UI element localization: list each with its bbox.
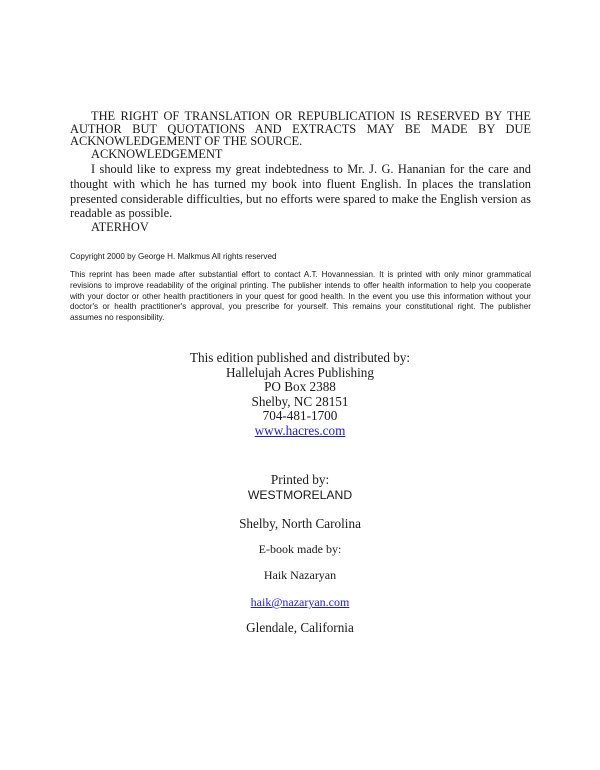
ebook-author: Haik Nazaryan: [263, 568, 337, 582]
publisher-info: [0, 351, 600, 439]
publisher-name: Hallelujah Acres Publishing: [226, 364, 374, 380]
ebook-intro: E-book made by:: [258, 542, 342, 556]
printer-city: Shelby, North Carolina: [239, 516, 361, 531]
printer-intro: Printed by:: [270, 472, 330, 487]
acknowledgement-text: I should like to express my great indebtedness to Mr. J. G. Hananian for the care and thought with which he has turned my book into fluent English. In places the translation presented considerable difficulties, but no efforts were spared to make the English version as readable as possible.: [70, 162, 531, 221]
ebook-email-link[interactable]: haik@nazaryan.com: [250, 595, 350, 609]
ebook-email-container: [0, 595, 600, 610]
publisher-phone: 704-481-1700: [262, 408, 338, 424]
acknowledgement-heading: ACKNOWLEDGEMENT: [91, 146, 223, 161]
acknowledgement-signature: ATERHOV: [91, 219, 149, 234]
ebook-city: Glendale, California: [246, 620, 354, 635]
publisher-city: Shelby, NC 28151: [251, 393, 349, 409]
rights-section: [70, 110, 531, 233]
rights-notice: THE RIGHT OF TRANSLATION OR REPUBLICATION IS RESERVED BY THE AUTHOR BUT QUOTATIONS AND EXTRACTS MAY BE MADE BY DUE ACKNOWLEDGEMENT OF THE SOURCE.: [70, 109, 531, 149]
publisher-intro: This edition published and distributed by:: [189, 350, 411, 365]
copyright-line: Copyright 2000 by George H. Malkmus All rights reserved: [70, 252, 277, 261]
publisher-po-box: PO Box 2388: [264, 379, 336, 395]
printer-name: WESTMORELAND: [247, 488, 353, 502]
reprint-notice: This reprint has been made after substantial effort to contact A.T. Hovannessian. It is printed with only minor grammatical revisions to improve readability of the original printing. The publisher intends to offer health information to help you cooperate with your doctor or other health practitioners in your quest for good health. In the event you use this information without your doctor's or health practitioner's approval, you prescribe for yourself. This remains your constitutional right. The publisher assumes no responsibility.: [70, 270, 531, 323]
publisher-website-link[interactable]: www.hacres.com: [254, 422, 346, 438]
